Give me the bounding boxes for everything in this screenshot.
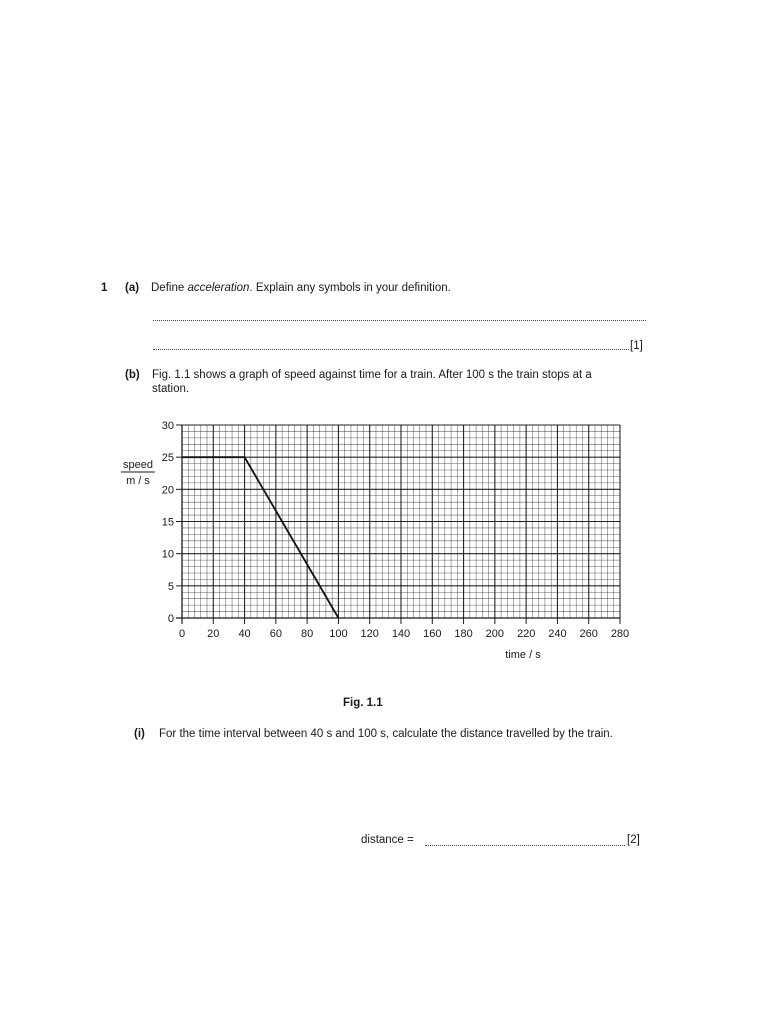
part-b-text-line2: station. <box>152 383 190 395</box>
part-a-text-pre: Define <box>151 282 188 294</box>
question-number: 1 <box>101 282 108 294</box>
x-tick-label: 160 <box>423 628 442 640</box>
figure-caption: Fig. 1.1 <box>343 697 383 709</box>
part-a-label: (a) <box>125 282 140 294</box>
x-tick-label: 200 <box>485 628 505 640</box>
part-b-text-line1: Fig. 1.1 shows a graph of speed against time for a train. After 100 s the train stops at a <box>152 369 592 381</box>
x-tick-label: 260 <box>579 628 598 640</box>
sub-i-label: (i) <box>134 728 145 740</box>
y-tick-label: 20 <box>161 484 174 497</box>
x-tick-label: 240 <box>548 628 567 640</box>
x-tick-label: 40 <box>238 628 251 640</box>
part-a-text-post: . Explain any symbols in your definition. <box>249 282 451 294</box>
x-tick-label: 0 <box>178 628 186 640</box>
x-tick-label: 80 <box>301 628 314 640</box>
sub-i-text: For the time interval between 40 s and 100 s, calculate the distance travelled by the train. <box>159 728 613 740</box>
y-tick-label: 30 <box>161 420 174 432</box>
y-axis-label-bottom: m / s <box>126 475 150 487</box>
distance-label: distance = <box>361 834 414 846</box>
y-tick-label: 25 <box>161 452 174 465</box>
sub-i-marks: [2] <box>627 834 640 846</box>
y-tick-label: 15 <box>161 516 174 529</box>
tick-marks <box>176 425 620 624</box>
y-tick-label: 5 <box>167 580 174 593</box>
x-tick-label: 120 <box>360 628 379 640</box>
part-a-italic-term: acceleration <box>187 282 250 294</box>
y-axis-label-top: speed <box>123 459 153 471</box>
x-tick-label: 180 <box>454 628 473 640</box>
part-a-marks: [1] <box>630 340 643 352</box>
x-tick-label: 60 <box>269 628 282 640</box>
grid-major <box>182 425 620 618</box>
axes <box>176 425 620 624</box>
data-series <box>182 457 338 618</box>
x-tick-label: 140 <box>391 628 411 640</box>
x-tick-label: 20 <box>207 628 220 640</box>
x-axis-label: time / s <box>505 649 541 661</box>
y-tick-label: 0 <box>167 613 174 625</box>
part-b-label: (b) <box>125 369 140 381</box>
x-tick-label: 280 <box>610 628 630 640</box>
x-tick-label: 220 <box>516 628 536 640</box>
x-tick-label: 100 <box>329 628 348 640</box>
y-tick-label: 10 <box>161 548 174 561</box>
speed-line <box>182 457 338 618</box>
distance-answer-line[interactable] <box>425 845 625 846</box>
